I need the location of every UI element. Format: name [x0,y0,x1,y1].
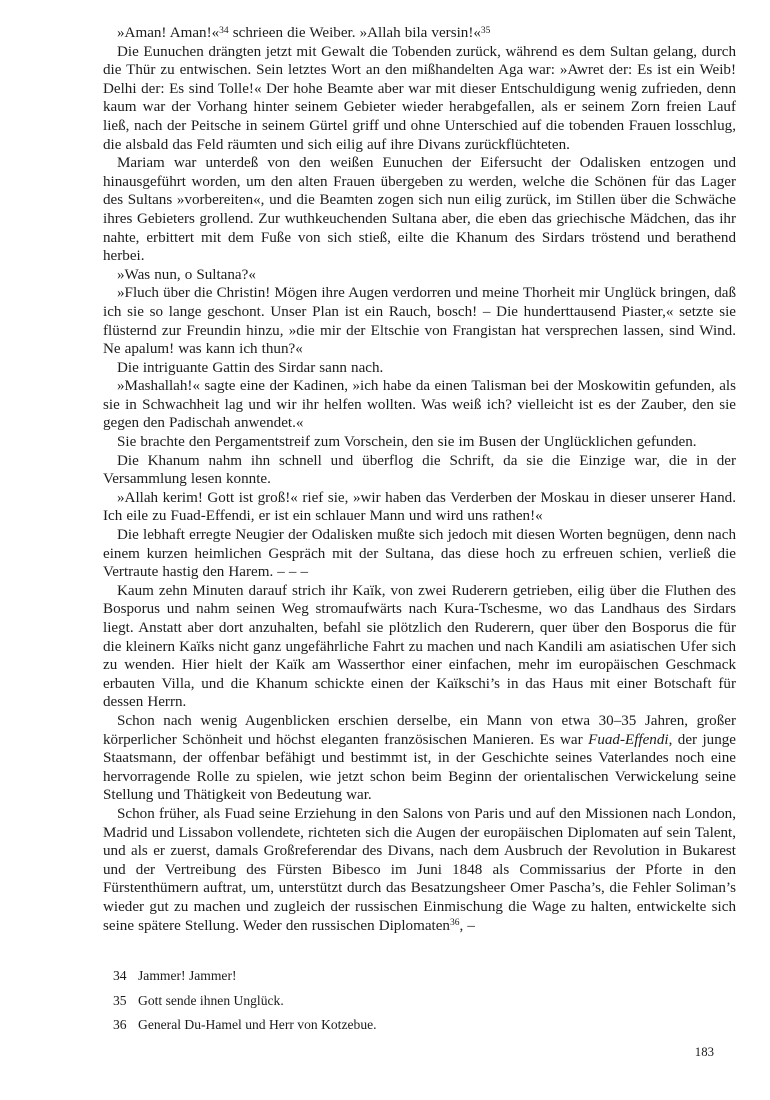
paragraph-fuad-laufbahn [103,805,736,935]
paragraph-allah-kerim: »Allah kerim! Gott ist groß!« rief sie, »wir haben das Verderben der Moskau in dieser unserer Hand. Ich eile zu Fuad-Effendi, er ist ein schlauer Mann und wird uns rathen!« [103,489,736,525]
text-run: Schon nach wenig Augenblicken erschien derselbe, ein Mann von etwa 30–35 Jahren, großer körperlicher Schönheit und höchst eleganten französischen Manieren. Es war [103,712,736,748]
body-text [103,24,736,935]
text-run: Schon früher, als Fuad seine Erziehung in den Salons von Paris und auf den Missionen nach London, Madrid und Lissabon vollendete, richteten sich die Augen der europäischen Diplomaten auf sein Talent, und als er zuerst, damals Großreferendar des Divans, nach dem Ausbruch der Revolution in Bukarest und der Vertreibung des Fürsten Bibesco im Juni 1848 als Commissarius der Pforte in den Fürstenthümern auftrat, um, unterstützt durch das Besatzungsheer Omer Pascha’s, die Fehler Soliman’s wieder gut zu machen und zugleich der russischen Einmischung die Wage zu halten, entwickelte sich seine spätere Stellung. Weder den russischen Diplomaten [103,805,736,934]
paragraph-eunuchen: Die Eunuchen drängten jetzt mit Gewalt die Tobenden zurück, während es dem Sultan gelang, durch die Thür zu entwischen. Sein letztes Wort an den mißhandelten Aga war: »Awret der: Es ist ein Weib! Delhi der: Es sind Tolle!« Der hohe Beamte aber war mit dieser Entschuldigung wenig zufrieden, denn kaum war der Vorhang hinter seinem Gebieter wieder herabgefallen, als er seinem Zorn freien Lauf ließ, nach der Peitsche in seinem Gürtel griff und ohne Unterschied auf die tobenden Frauen losschlug, die alsbald das Feld räumten und sich eilig auf ihre Divans zurückflüchteten. [103,43,736,153]
footnote-text: General Du-Hamel und Herr von Kotzebue. [138,1017,377,1032]
footnote-text: Gott sende ihnen Unglück. [138,992,284,1008]
paragraph-fluch: »Fluch über die Christin! Mögen ihre Augen verdorren und meine Thorheit mir Unglück bringen, daß ich sie so lange geschont. Unser Plan ist ein Rauch, bosch! – Die hunderttausend Piaster,« setzte sie flüsternd zur Freundin hinzu, »die mir der Eltschie von Frangistan hat versprechen lassen, sind Wind. Ne apalum! was kann ich thun?« [103,285,736,358]
text-run: »Aman! Aman!« [117,25,220,41]
paragraph-fuad-effendi [103,712,736,805]
text-run: , – [459,917,475,934]
footnote-number: 34 [113,968,127,983]
footnote-ref-36: 36 [449,918,460,929]
footnote-number: 35 [113,992,127,1008]
paragraph-pergamentstreif: Sie brachte den Pergamentstreif zum Vorschein, den sie im Busen der Unglücklichen gefunden. [117,434,697,451]
footnotes-section [103,967,736,1041]
text-run: schrieen die Weiber. »Allah bila versin!« [228,25,481,41]
footnote-ref-35: 35 [480,25,491,36]
paragraph-was-nun: »Was nun, o Sultana?« [117,266,256,283]
paragraph-kaik-fahrt: Kaum zehn Minuten darauf strich ihr Kaïk, von zwei Ruderern getrieben, eilig über die Fluthen des Bosporus und nahm seinen Weg stromaufwärts nach Kura-Tschesme, wo das Landhaus des Sirdars liegt. Anstatt aber dort anzuhalten, befahl sie plötzlich den Ruderern, quer über den Bosporus die für die kleinern Kaïks nicht ganz ungefährliche Fahrt zu machen und nach Kandili am asiatischen Ufer sich zu wenden. Hier hielt der Kaïk am Wasserthor einer einfachen, mehr im europäischen Geschmack erbauten Villa, und die Khanum schickte einen der Kaïkschi’s in das Haus mit einer Botschaft für dessen Herrn. [103,582,736,711]
footnote-ref-34: 34 [219,25,229,36]
footnote-36 [103,1016,736,1033]
paragraph-khanum-liest: Die Khanum nahm ihn schnell und überflog die Schrift, da sie die Einzige war, die in der Versammlung lesen konnte. [103,452,736,488]
page-number: 183 [694,1045,714,1059]
footnote-text: Jammer! Jammer! [138,968,237,983]
paragraph-neugier: Die lebhaft erregte Neugier der Odalisken mußte sich jedoch mit diesen Worten begnügen, denn nach einem kurzen heimlichen Gespräch mit der Sultana, das diese hoch zu erfreuen schien, verließ die Vertraute hastig den Harem. – – – [103,527,736,581]
footnote-35 [103,992,736,1009]
footnote-34 [103,967,736,984]
emphasis-fuad-effendi: Fuad-Effendi [588,731,669,748]
paragraph-mariam: Mariam war unterdeß von den weißen Eunuchen der Eifersucht der Odalisken entzogen und hinausgeführt worden, um den alten Frauen übergeben zu werden, welche die Schönen für das Lager des Sultans »vorbereiten«, und die Beamten zogen sich nun eilig zurück, im Stillen über die Schwäche ihres Gebieters grollend. Zur wuthkeuchenden Sultana aber, die eben das griechische Mädchen, das ihr nahte, erbittert mit dem Fuße von sich stieß, eilte die Khanum des Sirdars tröstend und berathend herbei. [103,155,736,265]
paragraph-mashallah: »Mashallah!« sagte eine der Kadinen, »ich habe da einen Talisman bei der Moskowitin gefunden, als sie in Schwachheit lag und wir ihr helfen wollten. Was weiß ich? vielleicht ist es der Zauber, den sie gegen den Padischah anwendet.« [103,378,736,432]
paragraph-aman [103,24,736,43]
text-run: , der junge Staatsmann, der offenbar befähigt und bestimmt ist, in der Geschichte seines Vaterlandes noch eine hervorragende Rolle zu spielen, wie jetzt schon beim Beginn der orientalischen Verwickelung seine Stellung und Thätigkeit von Bedeutung war. [103,731,736,804]
paragraph-gattin: Die intriguante Gattin des Sirdar sann nach. [117,359,384,376]
footnote-number: 36 [113,1017,127,1032]
